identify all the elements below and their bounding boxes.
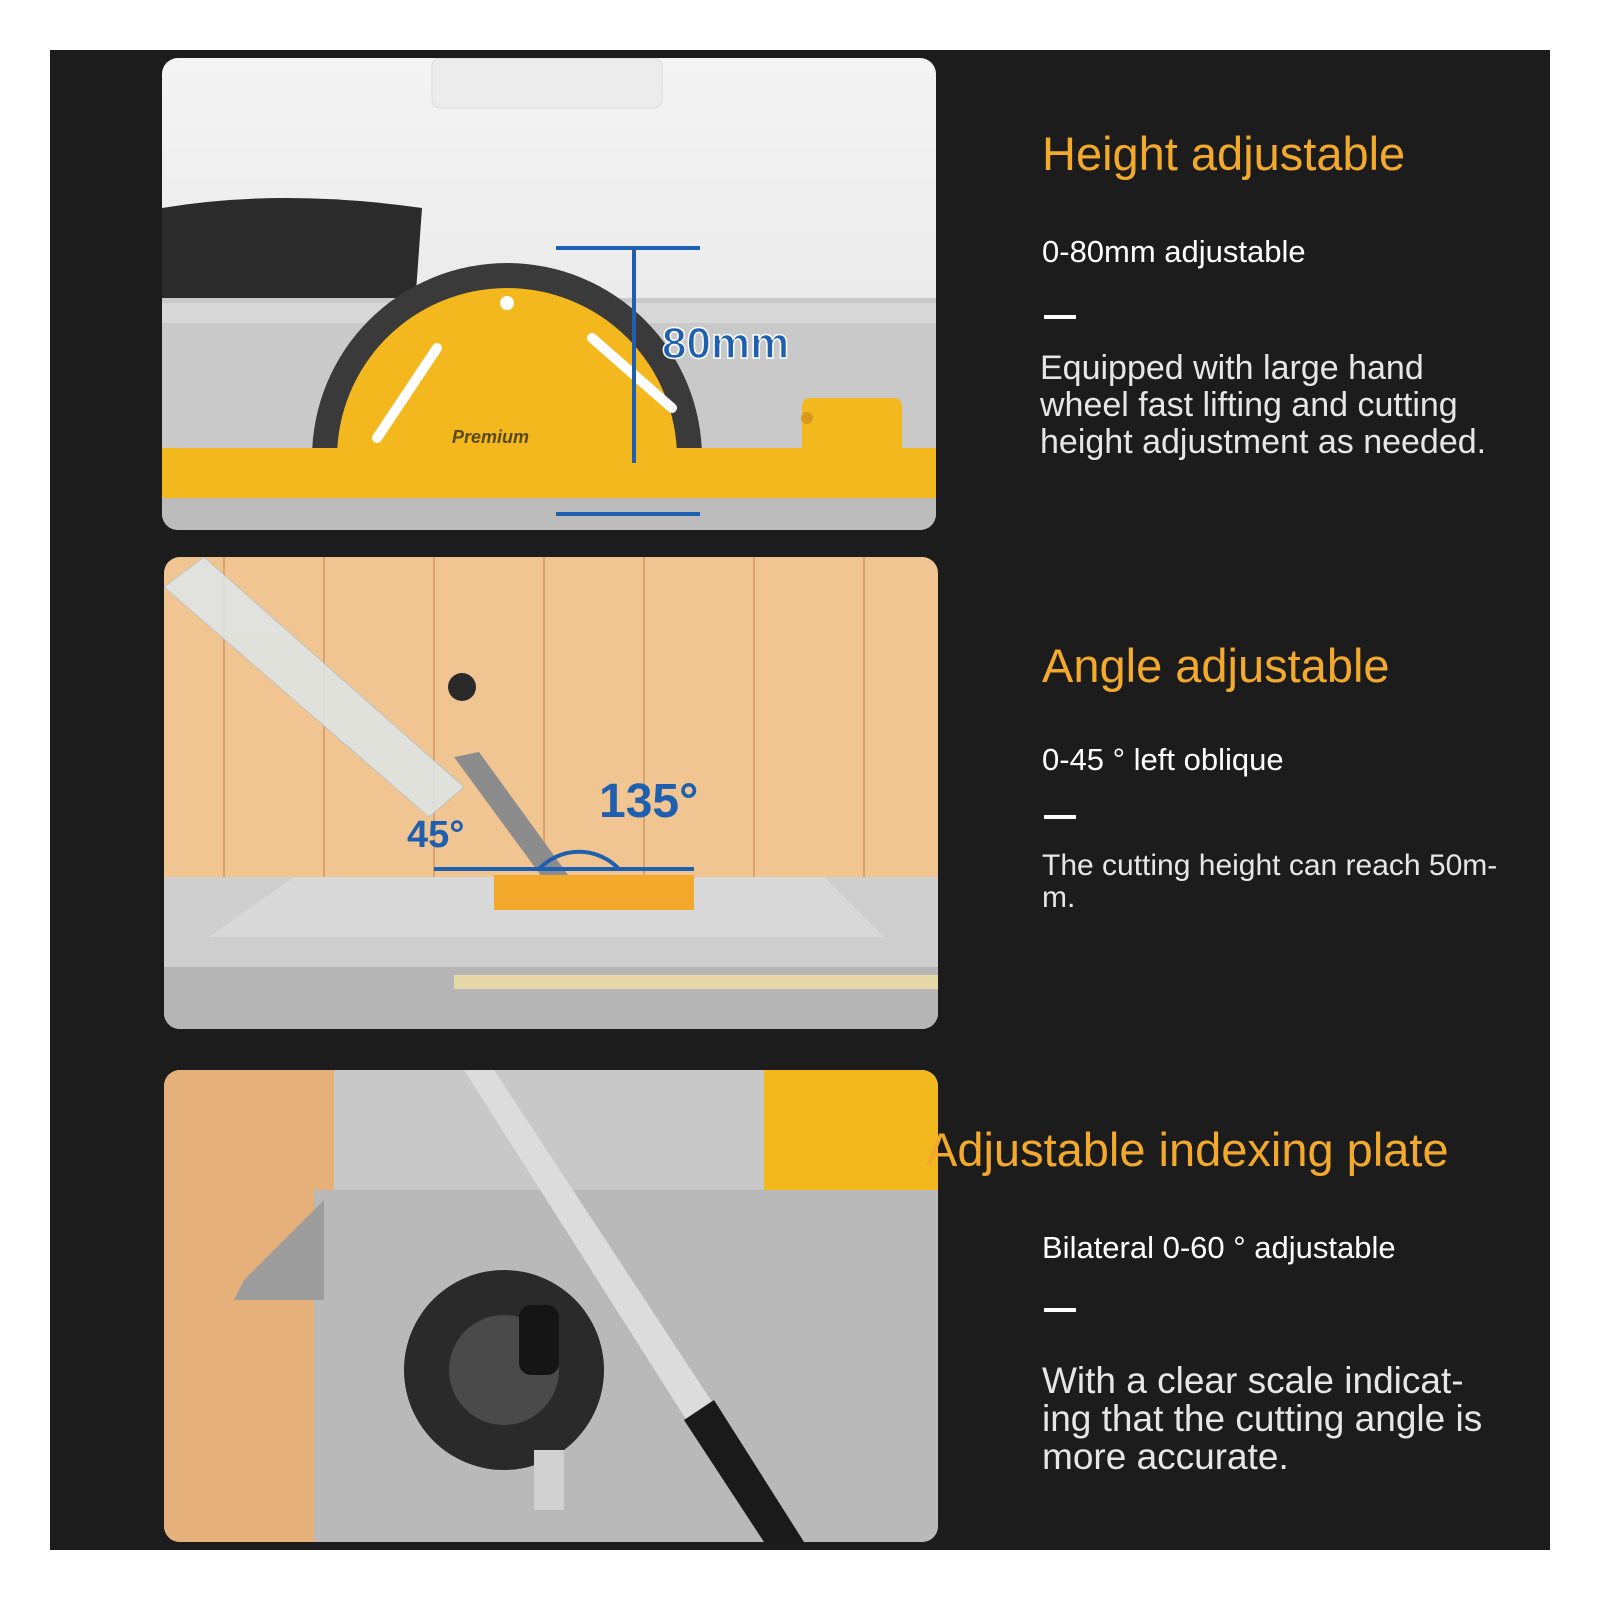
feature-subtitle-indexing: Bilateral 0-60 ° adjustable — [1042, 1230, 1396, 1265]
feature-subtitle-height: 0-80mm adjustable — [1042, 234, 1306, 269]
indexing-plate-photo — [164, 1070, 938, 1542]
indexing-plate-illustration — [164, 1070, 938, 1542]
feature-title-angle: Angle adjustable — [1042, 639, 1390, 692]
feature-title-height: Height adjustable — [1042, 127, 1406, 180]
feature-description-angle: The cutting height can reach 50m-m. — [1042, 849, 1498, 914]
blade-height-illustration — [162, 58, 936, 530]
product-feature-board — [50, 50, 1550, 1550]
blade-angle-illustration — [164, 557, 938, 1029]
divider-dash — [1044, 315, 1076, 319]
angle-label-right: 135° — [599, 775, 699, 828]
blade-angle-photo — [164, 557, 938, 1029]
blade-height-photo — [162, 58, 936, 530]
feature-description-indexing: With a clear scale indicat-ing that the cutting angle is more accurate. — [1042, 1360, 1483, 1477]
divider-dash — [1044, 1308, 1076, 1312]
feature-description-height: Equipped with large hand wheel fast lifting and cutting height adjustment as needed. — [1040, 349, 1487, 461]
height-label: 80mm — [662, 319, 790, 368]
feature-subtitle-angle: 0-45 ° left oblique — [1042, 742, 1284, 777]
angle-label-left: 45° — [407, 814, 465, 856]
feature-title-indexing: Adjustable indexing plate — [926, 1123, 1449, 1176]
divider-dash — [1044, 815, 1076, 819]
blade-brand-text: Premium — [452, 427, 530, 447]
